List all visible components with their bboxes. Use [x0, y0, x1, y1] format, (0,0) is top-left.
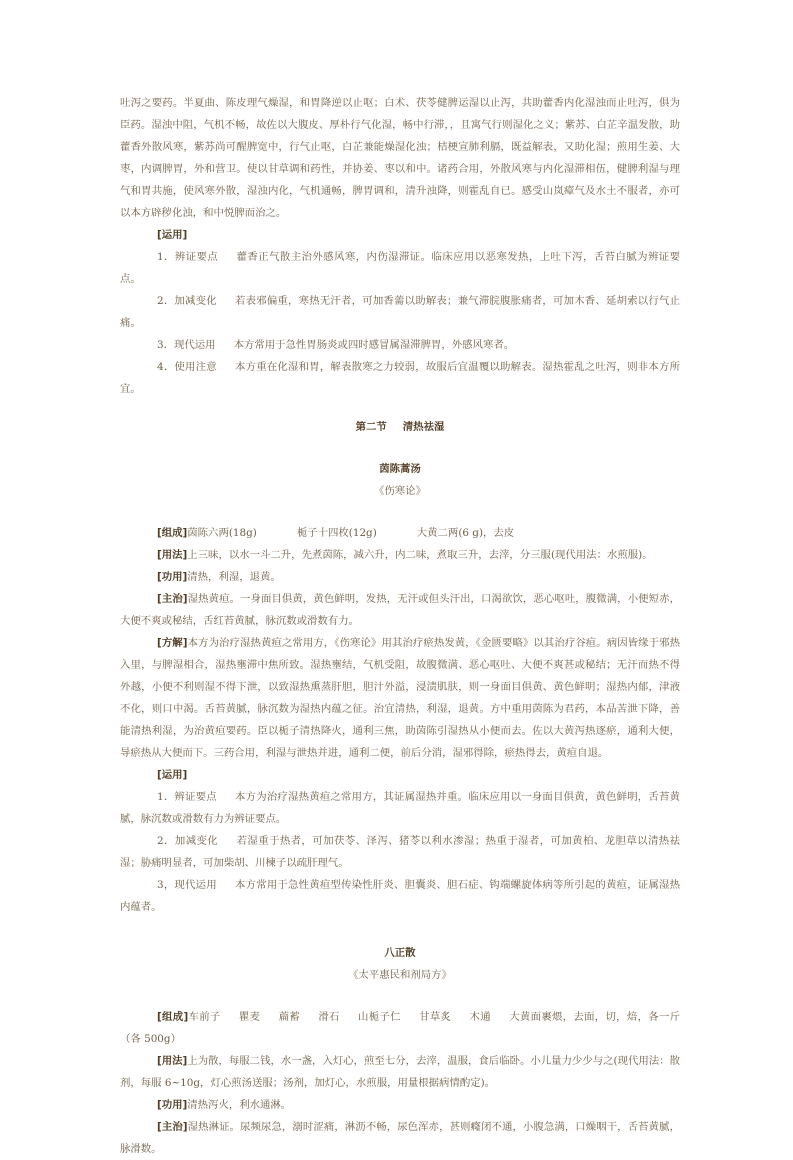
- ingredient: 大黄面裹煨，去面，切，焙，各一斤（各 500g）: [120, 1011, 681, 1045]
- indication: [120, 588, 680, 632]
- usage-label: 3．现代运用: [157, 339, 216, 351]
- usage-item: [120, 786, 680, 830]
- usage-label: 1．辨证要点: [157, 251, 219, 263]
- document-page: [120, 92, 680, 1160]
- formula-title: 茵陈蒿汤: [379, 463, 421, 475]
- analysis-text: 本方为治疗湿热黄疸之常用方，《伤寒论》用其治疗瘀热发黄，《金匮要略》以其治疗谷疸。病因皆缘于邪热入里，与脾湿相合，湿热壅滞中焦所致。湿热壅结，气机受阻，故腹微满、恶心呕吐、大便不爽甚或秘结；无汗而热不得外越，小便不利则湿不得下泄，以致湿热熏蒸肝胆，胆汁外溢，浸渍肌肤，则一身面目俱黄、黄色鲜明；湿热内郁，津液不化，则口中渴。舌苔黄腻，脉沉数为湿热内蕴之征。治宜清热，利湿，退黄。方中重用茵陈为君药，本品苦泄下降，善能清热利湿，为治黄疸要药。臣以栀子清热降火，通利三焦，助茵陈引湿热从小便而去。佐以大黄泻热逐瘀，通利大便，导瘀热从大便而下。三药合用，利湿与泄热并进，通利二便，前后分消，湿邪得除，瘀热得去，黄疸自退。: [120, 637, 680, 759]
- composition: [120, 522, 680, 544]
- indication: [120, 1116, 680, 1160]
- function: [120, 1094, 680, 1116]
- section-number: 第二节: [355, 421, 387, 433]
- ingredient: 滑石: [318, 1011, 340, 1023]
- method-label: [用法]: [157, 549, 188, 561]
- ingredient: 瞿麦: [238, 1011, 261, 1023]
- ingredient: 大黄二两(6 g)，去皮: [416, 527, 515, 539]
- composition-label: [组成]: [157, 527, 188, 539]
- usage-text: 本方常用于急性胃肠炎或四时感冒属湿滞脾胃，外感风寒者。: [233, 339, 515, 351]
- usage-text: 若表邪偏重，寒热无汗者，可加香薷以助解表；兼气滞脘腹胀痛者，可加木香、延胡索以行气止痛。: [120, 295, 680, 329]
- ingredient: 萹蓄: [278, 1011, 301, 1023]
- analysis-label: [方解]: [157, 637, 188, 649]
- usage-text: 若湿重于热者，可加茯苓、泽泻、猪苓以利水渗湿；热重于湿者，可加黄柏、龙胆草以清热祛湿；胁痛明显者，可加柴胡、川楝子以疏肝理气。: [120, 835, 680, 869]
- usage-label: 4．使用注意: [157, 361, 217, 373]
- usage-item: [120, 874, 680, 918]
- ingredient: 车前子: [188, 1011, 221, 1023]
- usage-label: 3，现代运用: [157, 879, 217, 891]
- usage-heading: [运用]: [157, 769, 188, 781]
- function-label: [功用]: [157, 571, 188, 583]
- function-label: [功用]: [157, 1099, 188, 1111]
- usage-heading: [运用]: [157, 229, 188, 241]
- ingredient: 木通: [469, 1011, 491, 1023]
- function-text: 清热泻火，利水通淋。: [187, 1099, 292, 1111]
- function: [120, 566, 680, 588]
- usage-label: 2．加减变化: [157, 295, 217, 307]
- usage-label: 2．加减变化: [157, 835, 219, 847]
- indication-label: [主治]: [157, 593, 188, 605]
- method: [120, 544, 680, 566]
- usage-text: 本方常用于急性黄疸型传染性肝炎、胆囊炎、胆石症、钩端螺旋体病等所引起的黄疸，证属湿热内蕴者。: [120, 879, 680, 913]
- method-label: [用法]: [157, 1055, 188, 1067]
- ingredient: 栀子十四枚(12g): [296, 527, 377, 539]
- method-text: 上为散，每服二钱，水一盏，入灯心，煎至七分，去滓，温服，食后临卧。小儿量力少少与之(现代用法：散剂，每服 6~10g，灯心煎汤送服；汤剂，加灯心，水煎服，用量根据病情酌定)。: [120, 1055, 680, 1089]
- composition-label: [组成]: [157, 1011, 189, 1023]
- section-title: 清热祛湿: [402, 421, 445, 433]
- indication-text: 湿热黄疸。一身面目俱黄，黄色鲜明，发热，无汗或但头汗出，口渴欲饮，恶心呕吐，腹微满，小便短赤，大便不爽或秘结，舌红苔黄腻，脉沉数或滑数有力。: [120, 593, 680, 627]
- indication-label: [主治]: [157, 1121, 188, 1133]
- indication-text: 湿热淋证。尿频尿急，溺时涩痛，淋沥不畅，尿色浑赤，甚则癃闭不通，小腹急满，口燥咽干，舌苔黄腻，脉滑数。: [120, 1121, 680, 1155]
- ingredient: 山栀子仁: [357, 1011, 401, 1023]
- formula-source: 《太平惠民和剂局方》: [348, 969, 452, 981]
- usage-item: [120, 290, 680, 334]
- usage-text: 藿香正气散主治外感风寒，内伤湿滞证。临床应用以恶寒发热，上吐下泻，舌苔白腻为辨证要点。: [120, 251, 680, 285]
- analysis: [120, 632, 680, 764]
- section-heading: [120, 416, 680, 438]
- intro-paragraph: 吐泻之要药。半夏曲、陈皮理气燥湿，和胃降逆以止呕；白术、茯苓健脾运湿以止泻，共助藿香内化湿浊而止吐泻，俱为臣药。湿浊中阻，气机不畅，故佐以大腹皮、厚朴行气化湿，畅中行滞，，且寓气行则湿化之义；紫苏、白芷辛温发散，助藿香外散风寒，紫苏尚可醒脾宽中，行气止呕，白芷兼能燥湿化浊；桔梗宣肺利膈，既益解表，又助化湿；煎用生姜、大枣，内调脾胃，外和营卫。使以甘草调和药性，并协姜、枣以和中。诸药合用，外散风寒与内化湿滞相伍，健脾利湿与理气和胃共施，使风寒外散，湿浊内化，气机通畅，脾胃调和，清升浊降，则霍乱自已。感受山岚瘴气及水土不服者，亦可以本方辟秽化浊，和中悦脾而治之。: [120, 97, 680, 219]
- usage-item: [120, 830, 680, 874]
- ingredient: 茵陈六两(18g): [187, 527, 257, 539]
- formula-source: 《伤寒论》: [374, 485, 426, 497]
- function-text: 清热，利湿，退黄。: [187, 571, 281, 583]
- method: [120, 1050, 680, 1094]
- formula-title: 八正散: [384, 947, 416, 959]
- usage-text: 本方为治疗湿热黄疸之常用方，其证属湿热并重。临床应用以一身面目俱黄，黄色鲜明，舌苔黄腻，脉沉数或滑数有力为辨证要点。: [120, 791, 680, 825]
- usage-item: [120, 356, 680, 400]
- usage-text: 本方重在化湿和胃，解表散寒之力较弱，故服后宜温覆以助解表。湿热霍乱之吐泻，则非本方所宜。: [120, 361, 680, 395]
- usage-label: 1．辨证要点: [157, 791, 217, 803]
- ingredient: 甘草炙: [418, 1011, 452, 1023]
- composition: [120, 1006, 680, 1050]
- usage-item: [120, 246, 680, 290]
- method-text: 上三味，以水一斗二升，先煮茵陈，减六升，内二味，煮取三升，去滓，分三服(现代用法：水煎服)。: [187, 549, 653, 561]
- usage-item: [120, 334, 680, 356]
